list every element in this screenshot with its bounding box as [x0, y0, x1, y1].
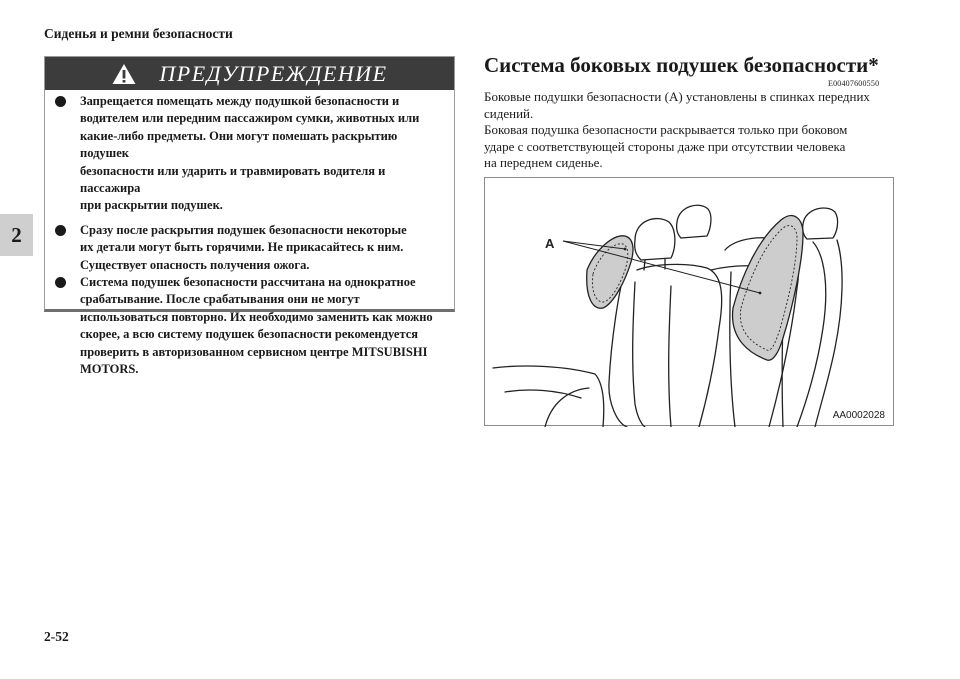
warning-line: проверить в авторизованном сервисном центре MITSUBISHI — [80, 344, 428, 359]
warning-list — [45, 90, 454, 379]
warning-line: безопасности или ударить и травмировать водителя и пассажира — [80, 163, 386, 196]
section-code: E00407600550 — [828, 79, 880, 88]
warning-header — [45, 57, 454, 90]
warning-line: какие-либо предметы. Они могут помешать раскрытию подушек — [80, 128, 398, 161]
warning-line: использоваться повторно. Их необходимо заменить как можно — [80, 309, 433, 324]
warning-title: ПРЕДУПРЕЖДЕНИЕ — [159, 60, 388, 86]
section-body — [484, 89, 904, 172]
figure-code: AA0002028 — [832, 410, 885, 421]
front-headrest — [635, 219, 675, 260]
paragraph — [484, 122, 904, 172]
warning-box — [44, 56, 455, 377]
rear-headrest — [677, 205, 711, 238]
warning-triangle-icon — [111, 62, 137, 86]
body-line: Боковые подушки безопасности (A) установлены в спинках передних — [484, 89, 870, 104]
bullet-icon — [55, 277, 66, 288]
warning-item — [80, 274, 444, 378]
seat-drawing — [485, 178, 895, 427]
section-title: Система боковых подушек безопасности* — [484, 53, 879, 77]
body-line: сидений. — [484, 105, 534, 121]
warning-line: Существует опасность получения ожога. — [80, 257, 310, 272]
warning-line: водителем или передним пассажиром сумки, животных или — [80, 111, 420, 126]
warning-line: скорее, а всю систему подушек безопасности рекомендуется — [80, 327, 419, 342]
body-line: ударе с соответствующей стороны даже при отсутствии человека — [484, 138, 846, 154]
body-line: на переднем сиденье. — [484, 155, 603, 171]
bullet-icon — [55, 96, 66, 107]
rear-headrest — [803, 208, 838, 239]
airbag-illustration — [484, 177, 894, 426]
warning-line: Сразу после раскрытия подушек безопасности некоторые — [80, 222, 407, 237]
running-header: Сиденья и ремни безопасности — [44, 26, 233, 41]
warning-item — [80, 222, 444, 274]
warning-line: MOTORS. — [80, 362, 139, 377]
warning-line: их детали могут быть горячими. Не прикасайтесь к ним. — [80, 240, 404, 255]
paragraph — [484, 89, 904, 122]
warning-line: Запрещается помещать между подушкой безопасности и — [80, 94, 400, 108]
warning-item — [80, 93, 444, 215]
right-side-airbag — [733, 216, 803, 361]
label-A: A — [545, 236, 555, 251]
page-number: 2-52 — [44, 629, 69, 644]
bullet-icon — [55, 225, 66, 236]
warning-line: срабатывание. После срабатывания они не могут — [80, 292, 360, 307]
warning-line: Система подушек безопасности рассчитана на однократное — [80, 275, 416, 290]
chapter-tab: 2 — [0, 214, 33, 256]
warning-line: при раскрытии подушек. — [80, 198, 223, 213]
body-line: Боковая подушка безопасности раскрывается только при боковом — [484, 122, 848, 138]
